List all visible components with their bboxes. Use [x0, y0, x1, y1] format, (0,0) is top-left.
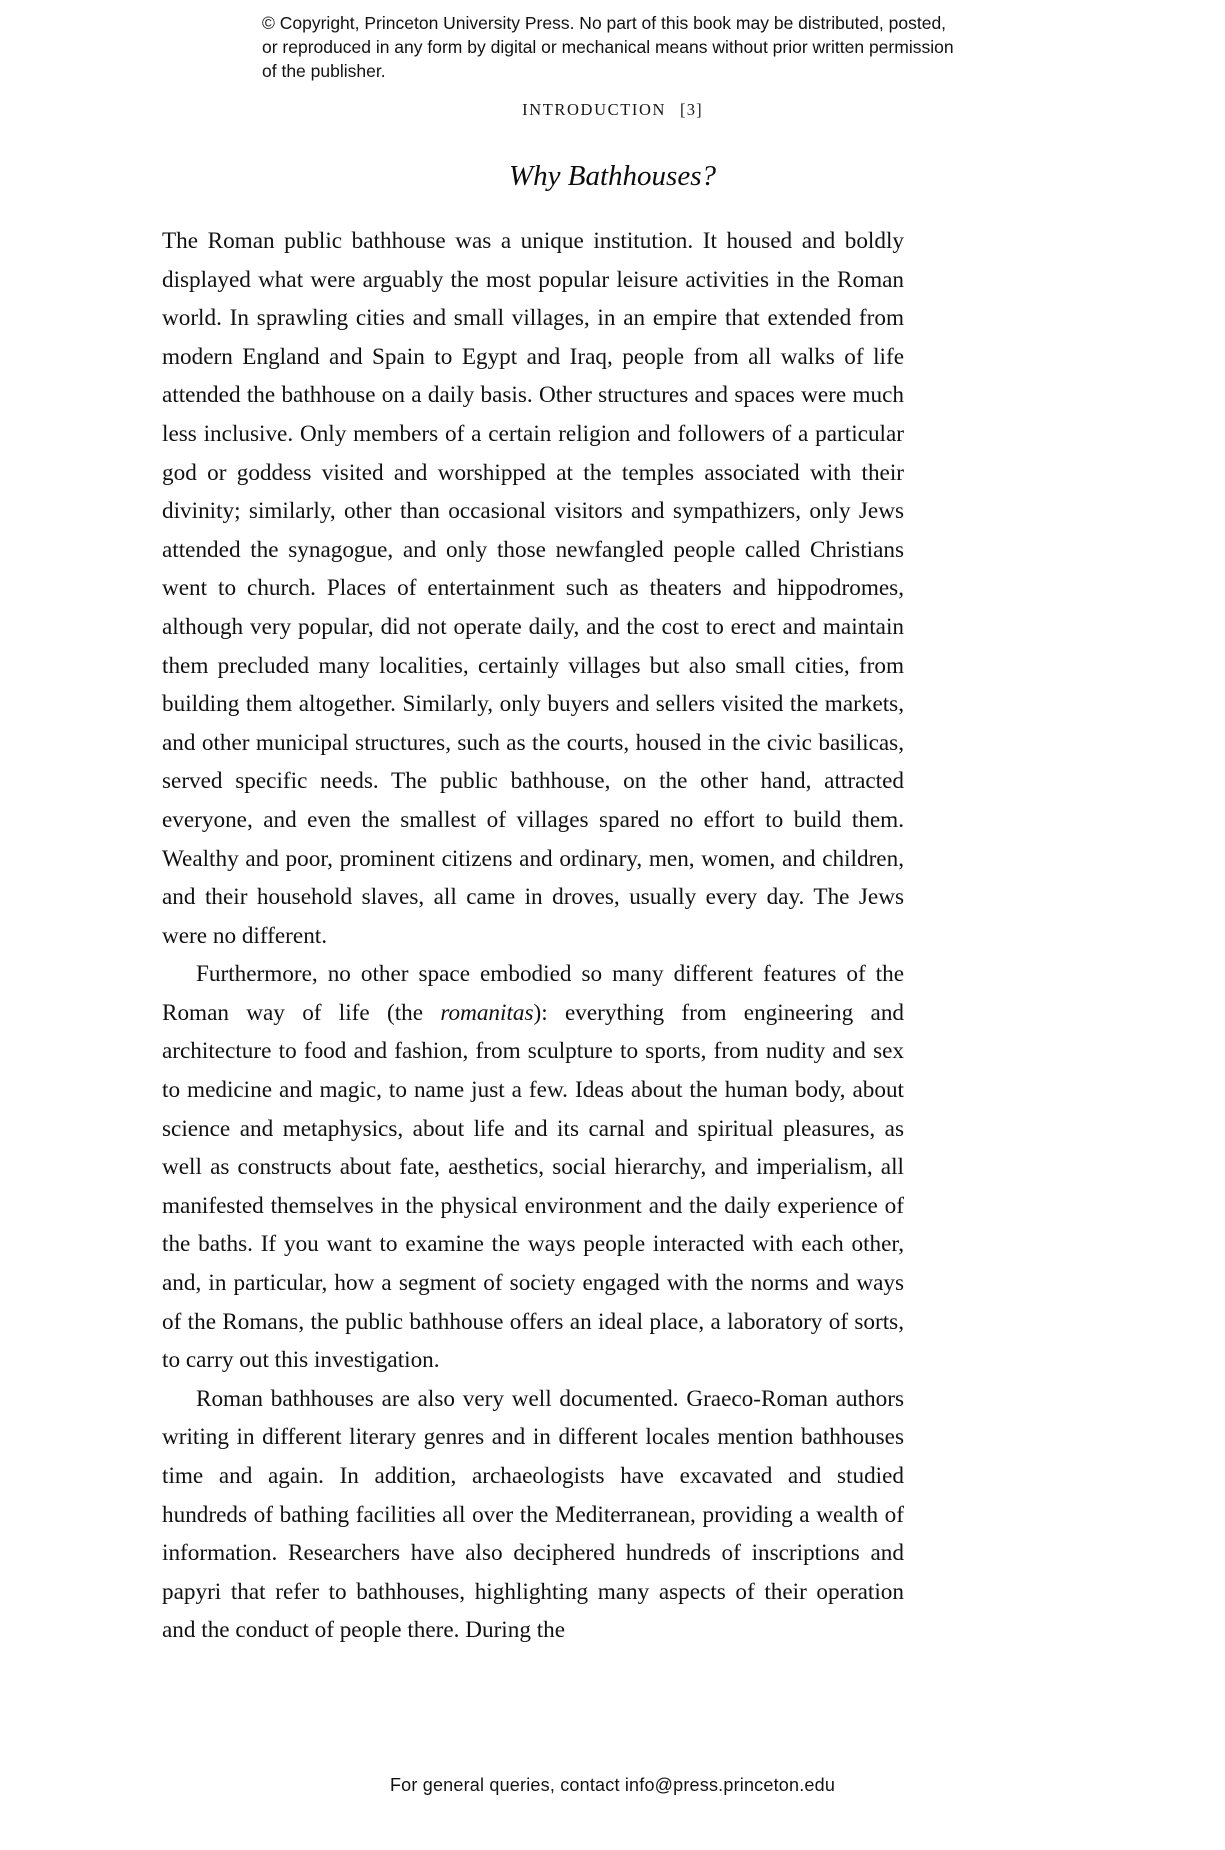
paragraph-1: The Roman public bathhouse was a unique institution. It housed and boldly displayed what were arguably the most popular leisure activities in the Roman world. In sprawling cities and small villages, in an empire that extended from modern England and Spain to Egypt and Iraq, people from all walks of life attended the bathhouse on a daily basis. Other structures and spaces were much less inclusive. Only members of a certain religion and followers of a particular god or goddess visited and worshipped at the temples associated with their divinity; similarly, other than occasional visitors and sympathizers, only Jews attended the synagogue, and only those newfangled people called Christians went to church. Places of entertainment such as theaters and hippodromes, although very popular, did not operate daily, and the cost to erect and maintain them precluded many localities, certainly villages but also small cities, from building them altogether. Similarly, only buyers and sellers visited the markets, and other municipal structures, such as the courts, housed in the civic basilicas, served specific needs. The public bathhouse, on the other hand, attracted everyone, and even the smallest of villages spared no effort to build them. Wealthy and poor, prominent citizens and ordinary, men, women, and children, and their household slaves, all came in droves, usually every day. The Jews were no different. [162, 228, 904, 949]
page-number: [3] [680, 100, 703, 119]
italic-term: romanitas [440, 999, 534, 1026]
running-head-label: INTRODUCTION [522, 100, 666, 119]
paragraph-2 [162, 955, 904, 1380]
section-title: Why Bathhouses? [509, 160, 716, 192]
paragraph-2-part-b: ): everything from engineering and architecture to food and fashion, from sculpture to sports, from nudity and sex to medicine and magic, to name just a few. Ideas about the human body, about science and metaphysics, about life and its carnal and spiritual pleasures, as well as constructs about fate, aesthetics, social hierarchy, and imperialism, all manifested themselves in the physical environment and the daily experience of the baths. If you want to examine the ways people interacted with each other, and, in particular, how a segment of society engaged with the norms and ways of the Romans, the public bathhouse offers an ideal place, a laboratory of sorts, to carry out this investigation. [162, 999, 905, 1374]
running-head [160, 100, 1065, 120]
body-text [162, 222, 904, 1650]
copyright-notice: © Copyright, Princeton University Press. No part of this book may be distributed, posted, or reproduced in any form by digital or mechanical means without prior written permission of the publisher. [262, 13, 954, 81]
paragraph-3: Roman bathhouses are also very well documented. Graeco-Roman authors writing in different literary genres and in different locales mention bathhouses time and again. In addition, archaeologists have excavated and studied hundreds of bathing facilities all over the Mediterranean, providing a wealth of information. Researchers have also deciphered hundreds of inscriptions and papyri that refer to bathhouses, highlighting many aspects of their operation and the conduct of people there. During the [162, 1385, 904, 1644]
footer-queries: For general queries, contact info@press.princeton.edu [389, 1775, 836, 1795]
paragraph-2-part-a: Furthermore, no other space embodied so many different features of the Roman way of life (the [162, 961, 904, 1026]
